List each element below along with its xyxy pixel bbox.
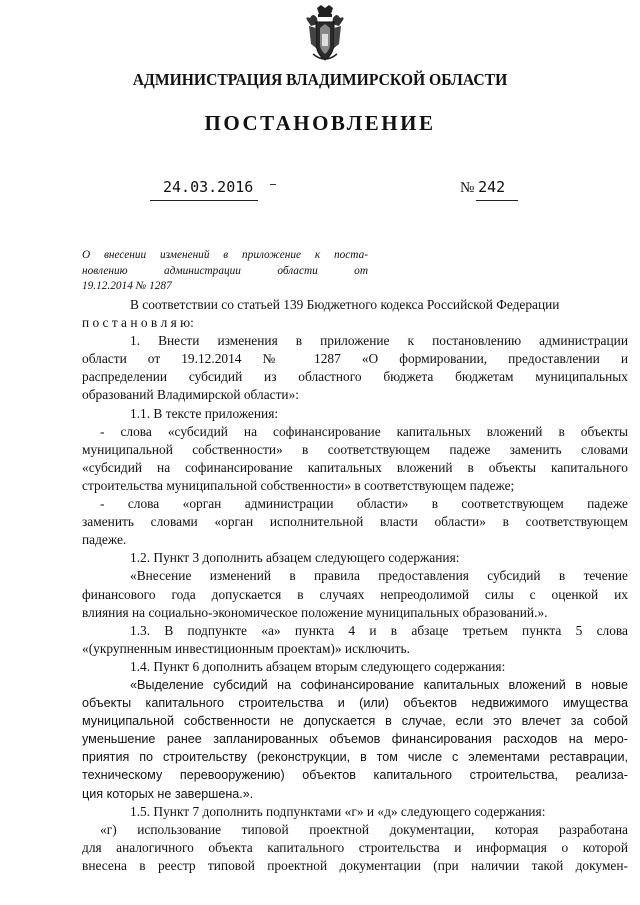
body-line: «Внесение изменений в правила предоставления субсидий в течение	[130, 568, 628, 584]
body-line: «(укрупненным инвестиционным проектам)» исключить.	[82, 640, 410, 656]
body-line: падеже.	[82, 532, 127, 548]
body-line: 1.5. Пункт 7 дополнить подпунктами «г» и «д» следующего содержания:	[130, 803, 546, 819]
date-underline	[150, 200, 258, 201]
body-line: объекты капитального строительства и (или) объектов недвижимого имущества	[82, 696, 628, 711]
body-line: внесена в реестр типовой проектной документации (при наличии такой докумен-	[82, 857, 628, 873]
number-prefix: №	[460, 180, 475, 196]
body-line: - слова «орган администрации области» в соответствующем падеже	[100, 496, 628, 512]
body-line: 1.4. Пункт 6 дополнить абзацем вторым следующего содержания:	[130, 658, 506, 674]
body-line: строительства муниципальной собственности» в соответствующем падеже;	[82, 477, 515, 493]
body-line: заменить словами «орган исполнительной власти области» в соответствующем	[82, 514, 628, 530]
number-underline	[476, 200, 518, 201]
body-line: для аналогичного объекта капитального строительства и информация о которой	[82, 839, 628, 855]
number-value: 242	[478, 178, 506, 196]
body-line: техническому перевооружению) объектов капитального строительства, реализа-	[82, 768, 628, 783]
body-line: финансового года допускается в случаях непреодолимой силы с оценкой их	[82, 586, 628, 602]
document-number	[460, 178, 505, 197]
body-line: муниципальной собственности не допускается в случае, если это влечет за собой	[82, 714, 628, 729]
body-line: влияния на социально-экономическое положение муниципальных образований.».	[82, 604, 548, 620]
body-line: распределении субсидий из областного бюджета бюджетам муниципальных	[82, 369, 628, 385]
coat-of-arms-emblem	[303, 4, 347, 64]
subject-line: О внесении изменений в приложение к поста-	[82, 249, 368, 261]
body-line: уменьшение ранее запланированных объемов финансирования расходов на меро-	[82, 732, 628, 747]
subject-line: новлению администрации области от	[82, 264, 368, 277]
body-line: 1.3. В подпункте «а» пункта 4 и в абзаце третьем пункта 5 слова	[130, 622, 628, 638]
body-line: приятия по строительству (реконструкции, в том числе с элементами реставрации,	[82, 750, 628, 765]
dash-mark	[270, 184, 276, 185]
body-line: области от 19.12.2014 № 1287 «О формировании, предоставлении и	[82, 351, 628, 367]
document-type-title: ПОСТАНОВЛЕНИЕ	[204, 111, 436, 135]
body-line: «г) использование типовой проектной документации, которая разработана	[100, 821, 628, 837]
body-line: 1.2. Пункт 3 дополнить абзацем следующего содержания:	[130, 550, 460, 566]
body-line: 1.1. В тексте приложения:	[130, 405, 279, 421]
body-line: В соответствии со статьей 139 Бюджетного кодекса Российской Федерации	[130, 297, 560, 312]
body-line: - слова «субсидий на софинансирование капитальных вложений в объекты	[100, 423, 628, 439]
body-line: образований Владимирской области»:	[82, 387, 300, 403]
body-line: п о с т а н о в л я ю:	[82, 315, 194, 331]
document-subject	[82, 248, 368, 295]
body-line: муниципальной собственности» в соответствующем падеже заменить словами	[82, 441, 628, 457]
body-line: ция которых не завершена.».	[82, 786, 254, 801]
document-date: 24.03.2016	[163, 178, 254, 196]
body-line: 1. Внести изменения в приложение к постановлению администрации	[130, 333, 628, 349]
body-line: «Выделение субсидий на софинансирование капитальных вложений в новые	[130, 677, 628, 692]
body-line: «субсидий на софинансирование капитальных вложений в объекты капитального	[82, 459, 628, 475]
document-body	[82, 296, 628, 875]
subject-line: 19.12.2014 № 1287	[82, 280, 172, 292]
organization-name: АДМИНИСТРАЦИЯ ВЛАДИМИРСКОЙ ОБЛАСТИ	[132, 70, 508, 89]
